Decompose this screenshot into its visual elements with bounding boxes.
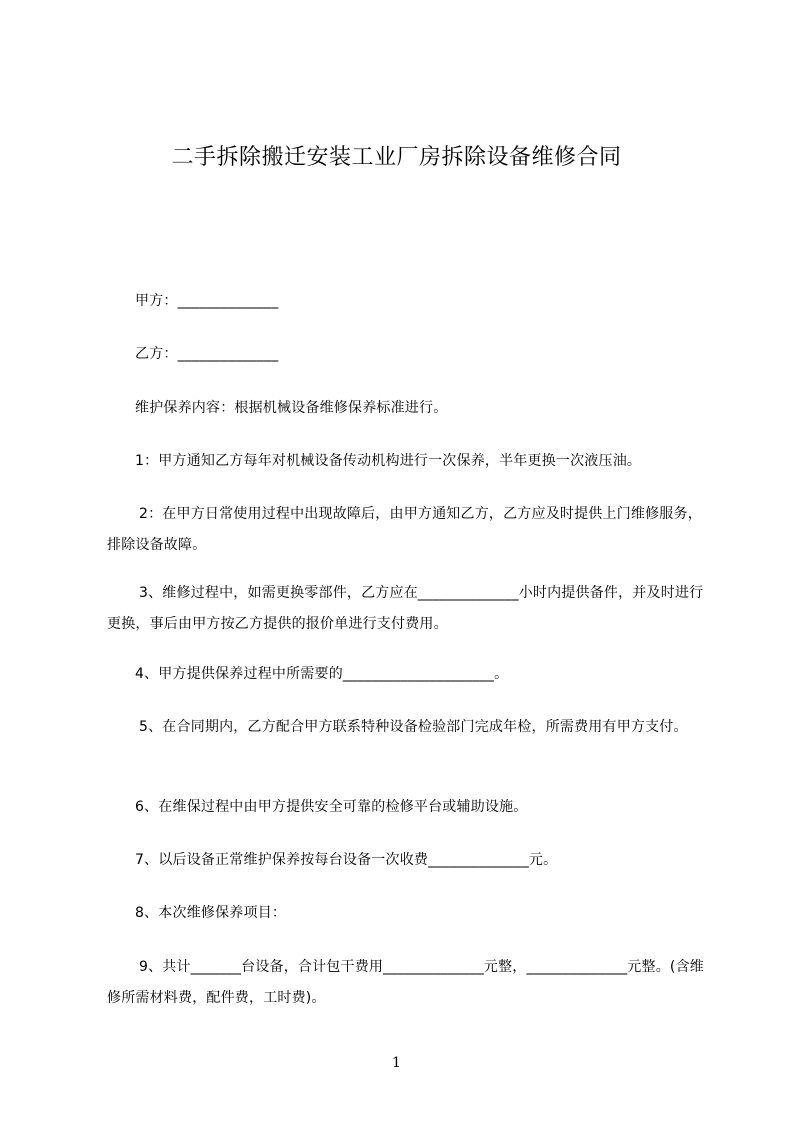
clause-9: 9、共计_______台设备，合计包干费用______________元整，______________元整。(含维修所需材料费，配件费，工时费)。 [107, 959, 704, 1006]
document-title: 二手拆除搬迁安装工业厂房拆除设备维修合同 [171, 145, 622, 170]
clause-1: 1：甲方通知乙方每年对机械设备传动机构进行一次保养，半年更换一次液压油。 [135, 453, 642, 469]
clause-5: 5、在合同期内，乙方配合甲方联系特种设备检验部门完成年检，所需费用有甲方支付。 [139, 719, 688, 735]
clause-4: 4、甲方提供保养过程中所需要的_____________________。 [135, 666, 509, 682]
clause-2: 2：在甲方日常使用过程中出现故障后，由甲方通知乙方，乙方应及时提供上门维修服务，排除设备故障。 [107, 506, 702, 553]
page-number: 1 [392, 1055, 401, 1071]
party-a-line: 甲方：______________ [135, 293, 279, 309]
clause-8: 8、本次维修保养项目： [135, 905, 287, 921]
clause-3: 3、维修过程中，如需更换零部件，乙方应在______________小时内提供备件，并及时进行更换，事后由甲方按乙方提供的报价单进行支付费用。 [107, 585, 704, 632]
clause-6: 6、在维保过程中由甲方提供安全可靠的检修平台或辅助设施。 [135, 799, 528, 815]
maintenance-content: 维护保养内容：根据机械设备维修保养标准进行。 [135, 400, 448, 416]
party-b-line: 乙方：______________ [135, 346, 279, 362]
clause-7: 7、以后设备正常维护保养按每台设备一次收费______________元。 [135, 852, 558, 868]
